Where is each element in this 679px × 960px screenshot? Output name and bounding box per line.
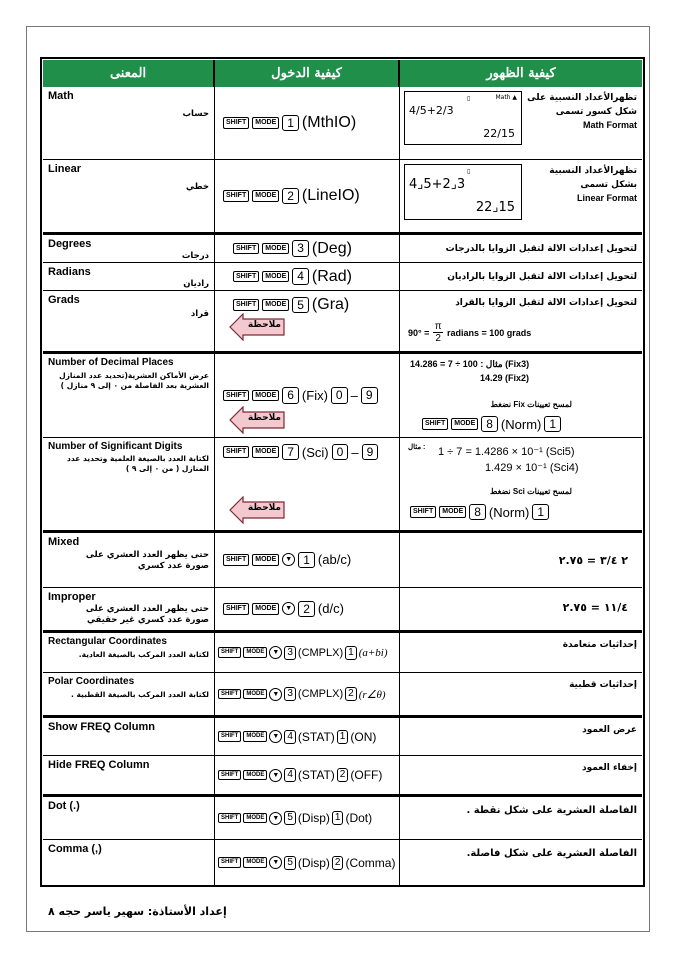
key-label: (CMPLX): [297, 688, 344, 700]
mode-name: Number of Significant Digits: [48, 441, 183, 452]
mode-key: MODE: [243, 813, 267, 824]
calculator-screen: [404, 164, 522, 220]
key-label: (d/c): [317, 601, 344, 617]
number-key: 4: [292, 268, 309, 284]
key-label: (MthIO): [301, 114, 357, 131]
number-key: 4: [284, 730, 296, 744]
shift-key: SHIFT: [218, 647, 241, 658]
shift-key: SHIFT: [422, 418, 448, 430]
mode-name: Hide FREQ Column: [48, 759, 150, 771]
key-label-2: (a+bi): [358, 646, 388, 659]
screen-indicator-text: Math ▲: [495, 94, 517, 101]
key-sequence: [223, 187, 360, 205]
number-key: 1: [282, 115, 299, 131]
mode-key: MODE: [252, 117, 279, 129]
mode-key: MODE: [243, 857, 267, 868]
shift-key: SHIFT: [223, 190, 249, 202]
key-sequence: [218, 768, 382, 782]
key-sequence: [218, 730, 376, 744]
key-sequence: [223, 601, 344, 617]
down-arrow-icon: ▼: [269, 646, 282, 659]
shift-key: SHIFT: [233, 299, 259, 311]
row-linear: [43, 160, 642, 235]
mode-name-ar: لكتابة العدد المركب بالصيغة العادية.: [78, 650, 209, 659]
key-label: (Rad): [311, 267, 352, 285]
mode-name: Show FREQ Column: [48, 721, 155, 733]
mode-name-ar: قراد: [190, 309, 209, 319]
down-arrow-icon: ▼: [269, 769, 282, 782]
row-improper: [43, 588, 642, 633]
row-fix: [43, 354, 642, 438]
number-key: 5: [292, 297, 309, 313]
header-meaning: المعنى: [43, 60, 215, 87]
norm-key-sequence: [422, 416, 561, 432]
key-sequence: [218, 856, 395, 870]
screen-input: 4⌟5+2⌟3: [409, 177, 466, 192]
number-key: 3: [284, 646, 296, 660]
key-label: (STAT): [297, 729, 335, 744]
down-arrow-icon: ▼: [269, 730, 282, 743]
number-key: 1: [532, 504, 549, 520]
shift-key: SHIFT: [223, 554, 249, 566]
row-radians: [43, 263, 642, 291]
mode-name-ar: راديان: [183, 279, 209, 289]
row-grads: [43, 291, 642, 354]
key-label: (CMPLX): [297, 646, 344, 659]
mode-key: MODE: [252, 603, 279, 615]
number-key: 1: [544, 416, 561, 432]
clear-instruction: لمسح تعيينات Sci نضغط: [490, 487, 572, 496]
mode-name: Grads: [48, 294, 80, 306]
shift-key: SHIFT: [218, 813, 241, 824]
row-mixed: [43, 533, 642, 588]
number-key: 5: [284, 811, 296, 825]
display-description: تظهرالأعداد النسبية بشكل تسمى Linear Format: [549, 166, 637, 203]
mode-name-ar: لكتابة العدد المركب بالصيغة القطبية .: [71, 690, 209, 699]
display-description: لتحويل إعدادات الالة لتقبل الزوايا بالقراد: [455, 298, 637, 308]
mode-key: MODE: [262, 243, 289, 255]
mode-name: Polar Coordinates: [48, 676, 135, 687]
shift-key: SHIFT: [223, 603, 249, 615]
example-label: مثال :: [408, 444, 426, 451]
example-line-1: مثال : 100 ÷ 7 = 14.286 (Fix3): [410, 359, 530, 369]
range-dash: –: [350, 387, 358, 403]
number-key: 8: [481, 416, 498, 432]
key-sequence: [223, 552, 351, 568]
key-label: (Sci): [301, 444, 329, 460]
screen-result: 22⌟15: [475, 200, 515, 215]
mode-name: Degrees: [48, 238, 92, 250]
grads-formula: 90° = $\frac{\pi}{2}$ radians = 100 grads: [408, 321, 532, 344]
number-key-0: 0: [332, 444, 349, 460]
shift-key: SHIFT: [233, 243, 259, 255]
down-arrow-icon: ▼: [269, 856, 282, 869]
shift-key: SHIFT: [233, 271, 259, 283]
key-label: (Norm): [500, 416, 542, 432]
calculator-screen: [404, 91, 522, 145]
row-show-freq: [43, 718, 642, 756]
shift-key: SHIFT: [223, 117, 249, 129]
key-sequence: [223, 444, 378, 460]
mode-name: Number of Decimal Places: [48, 357, 174, 368]
key-sequence: [233, 296, 349, 314]
table-header: [43, 60, 642, 87]
mode-name-ar: خطي: [185, 182, 209, 192]
key-label: (Disp): [297, 811, 330, 825]
mode-name: Improper: [48, 591, 96, 603]
number-key: 2: [298, 601, 315, 617]
key-sequence: [218, 646, 388, 660]
number-key: 1: [298, 552, 315, 568]
example-line-1: 1 ÷ 7 = 1.4286 × 10⁻¹ (Sci5): [438, 446, 575, 458]
row-dot: [43, 797, 642, 840]
screen-indicator: ▯: [467, 168, 471, 175]
number-key: 2: [337, 768, 349, 782]
number-key: 5: [284, 856, 296, 870]
mode-key: MODE: [252, 554, 279, 566]
display-description: الفاصلة العشرية على شكل نقطة .: [466, 805, 637, 816]
down-arrow-icon: ▼: [282, 602, 295, 615]
result-mixed: ٢ ٣/٤ = ٢.٧٥: [558, 554, 628, 567]
display-description: لتحويل إعدادات الالة لتقبل الزوايا بالدرجات: [445, 244, 637, 254]
result-improper: ١١/٤ = ٢.٧٥: [562, 601, 628, 614]
number-key: 4: [284, 768, 296, 782]
number-key: 2: [332, 856, 344, 870]
header-display: كيفية الظهور: [486, 66, 556, 81]
example-line-2: 14.29 (Fix2): [480, 373, 530, 383]
display-description: إحداثيات متعامدة: [562, 640, 637, 650]
key-sequence: [218, 811, 372, 825]
screen-result: 22/15: [483, 127, 515, 140]
shift-key: SHIFT: [223, 446, 249, 458]
mode-key: MODE: [262, 271, 289, 283]
display-description: تظهرالأعداد النسبية على شكل كسور تسمى Math Format: [527, 93, 637, 130]
example-line-2: 1.429 × 10⁻¹ (Sci4): [485, 462, 579, 474]
key-label: (Deg): [311, 239, 352, 257]
mode-name: Comma (,): [48, 843, 102, 855]
row-hide-freq: [43, 756, 642, 797]
shift-key: SHIFT: [223, 390, 249, 402]
mode-key: MODE: [439, 506, 466, 518]
mode-name-ar: حتى يظهر العدد العشري على صورة عدد كسري غير حقيقي: [85, 604, 209, 626]
key-sequence: [218, 687, 386, 701]
range-dash: –: [351, 444, 359, 460]
number-key: 1: [337, 730, 349, 744]
key-sequence: [223, 387, 378, 403]
mode-key: MODE: [451, 418, 478, 430]
key-sequence: [223, 114, 356, 132]
mode-name-ar: درجات: [181, 251, 209, 261]
note-arrow: ملاحظة: [229, 313, 285, 341]
norm-key-sequence: [410, 504, 549, 520]
number-key: 3: [292, 240, 309, 256]
down-arrow-icon: ▼: [269, 812, 282, 825]
number-key: 2: [345, 687, 357, 701]
number-key-9: 9: [361, 387, 378, 403]
mode-key: MODE: [243, 731, 267, 742]
row-degrees: [43, 235, 642, 263]
key-label: (Fix): [301, 387, 328, 403]
number-key: 3: [284, 687, 296, 701]
row-comma: [43, 840, 642, 885]
key-label-2: (OFF): [350, 768, 383, 782]
mode-key: MODE: [252, 446, 279, 458]
row-rectangular: [43, 633, 642, 673]
shift-key: SHIFT: [218, 731, 241, 742]
mode-key: MODE: [262, 299, 289, 311]
row-polar: [43, 673, 642, 718]
note-arrow: ملاحظة: [229, 406, 285, 434]
mode-name: Dot (.): [48, 800, 80, 812]
key-label-2: (r∠θ): [358, 688, 386, 701]
shift-key: SHIFT: [218, 689, 241, 700]
down-arrow-icon: ▼: [269, 688, 282, 701]
key-sequence: [233, 268, 352, 286]
clear-instruction: لمسح تعيينات Fix نضغط: [490, 400, 572, 409]
number-key: 1: [332, 811, 344, 825]
key-label-2: (Comma): [345, 855, 396, 870]
number-key-0: 0: [331, 387, 348, 403]
mode-key: MODE: [252, 190, 279, 202]
number-key: 1: [345, 646, 357, 660]
key-label: (STAT): [297, 768, 335, 782]
mode-name: Math: [48, 90, 74, 102]
display-description: إخفاء العمود: [581, 763, 637, 773]
key-label: (ab/c): [317, 552, 352, 568]
display-description: إحداثيات قطبية: [569, 680, 637, 690]
mode-name: Rectangular Coordinates: [48, 636, 167, 647]
key-label-2: (ON): [350, 729, 377, 744]
mode-key: MODE: [243, 689, 267, 700]
mode-name: Mixed: [48, 536, 80, 548]
mode-name-ar: حساب: [182, 109, 209, 119]
shift-key: SHIFT: [410, 506, 436, 518]
key-label: (Disp): [297, 855, 330, 870]
mode-name-ar: حتى يظهر العدد العشري على صورة عدد كسري: [85, 550, 209, 572]
shift-key: SHIFT: [218, 770, 241, 781]
key-label: (Gra): [311, 296, 350, 313]
display-description: لتحويل إعدادات الالة لتقبل الزوايا بالراديان: [447, 272, 637, 282]
down-arrow-icon: ▼: [282, 553, 295, 566]
shift-key: SHIFT: [218, 857, 241, 868]
number-key: 7: [282, 444, 299, 460]
key-label: (Norm): [488, 504, 530, 520]
mode-name-ar: لكتابة العدد بالصيغة العلمية وتحديد عدد المنازل ( من ٠ إلى ٩ ): [67, 454, 209, 474]
mode-name: Linear: [48, 163, 82, 175]
screen-input: 4/5+2/3: [409, 104, 454, 117]
number-key: 2: [282, 188, 299, 204]
note-arrow: ملاحظة: [229, 496, 285, 524]
mode-key: MODE: [243, 770, 267, 781]
mode-key: MODE: [243, 647, 267, 658]
display-description: عرض العمود: [582, 725, 637, 735]
row-sci: [43, 438, 642, 533]
header-entry: كيفية الدخول: [215, 60, 400, 87]
key-label: (LineIO): [301, 187, 360, 204]
number-key-9: 9: [362, 444, 379, 460]
author-footer: إعداد الأستاذة: سهير ياسر حجه ٨: [48, 905, 227, 918]
number-key: 6: [282, 387, 299, 403]
key-label-2: (Dot): [345, 811, 373, 825]
number-key: 8: [469, 504, 486, 520]
mode-key: MODE: [252, 390, 279, 402]
display-description: الفاصلة العشرية على شكل فاصلة.: [466, 848, 637, 859]
row-math: [43, 87, 642, 160]
mode-name: Radians: [48, 266, 91, 278]
screen-indicator: ▯: [467, 95, 471, 102]
mode-name-ar: عرض الأماكن العشرية(تحديد عدد المنازل العشرية بعد الفاصلة من ٠ إلى ٩ منازل ): [59, 371, 209, 391]
key-sequence: [233, 240, 352, 258]
